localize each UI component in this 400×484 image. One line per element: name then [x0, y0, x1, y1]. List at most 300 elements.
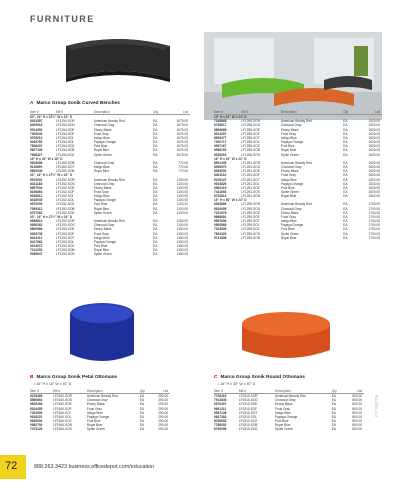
qty-cell: EA — [139, 427, 145, 432]
qty-cell: EA — [153, 131, 158, 136]
item-number-cell: 7345668 — [214, 119, 227, 124]
mfr-number-cell: LF1252-SOZ — [55, 202, 75, 207]
description-cell: Indigo Blue — [93, 235, 110, 240]
description-cell: Indigo Blue — [93, 194, 110, 199]
section-a-title: Marco Group Sonik Curved Benches — [36, 101, 120, 106]
qty-cell: EA — [331, 406, 337, 411]
col-qty: Qty — [140, 389, 151, 394]
mfr-number-cell: LF1253-SOB — [55, 248, 75, 253]
qty-cell: EA — [153, 123, 158, 128]
item-number-cell: 9997167 — [214, 144, 227, 149]
col-item: Item # — [30, 110, 56, 115]
qty-cell: EA — [139, 398, 145, 403]
description-cell: Pool Blue — [280, 227, 295, 232]
qty-cell: EA — [139, 419, 145, 424]
mfr-number-cell: LF1259-SOG — [241, 206, 261, 211]
item-number-cell: 6409518 — [30, 123, 43, 128]
description-cell: Pool Blue — [280, 144, 295, 149]
item-number-cell: 9600040 — [30, 169, 43, 174]
mfr-number-cell: LF1253-SOZ — [55, 244, 75, 248]
list-price-cell: 1520.00 — [368, 185, 380, 190]
list-price-cell: 1150.00 — [176, 227, 188, 232]
item-number-cell: 9970497 — [214, 402, 227, 407]
col-mfr: Mfr.# — [239, 389, 275, 394]
description-cell: Pool Blue — [86, 419, 101, 424]
mfr-number-cell: LF1255-SOF — [241, 131, 260, 136]
mfr-number-cell: LF1251-SOG — [241, 165, 261, 170]
description-cell: Papaya Orange — [280, 223, 304, 228]
list-price-cell: 1520.00 — [368, 189, 380, 194]
item-number-cell: 6026016 — [214, 152, 227, 157]
section-b-title: Marco Group Sonik Petal Ottomans — [36, 375, 118, 380]
mfr-number-cell: LF1510-SOT — [238, 410, 258, 415]
item-number-cell: 5826168 — [30, 402, 43, 407]
qty-cell: EA — [343, 165, 348, 170]
item-number-cell: 9923826 — [214, 181, 227, 186]
mfr-number-cell: LF1540-SOE — [53, 402, 72, 407]
item-number-cell: 9741856 — [214, 235, 227, 240]
mfr-number-cell: LF1260-SOB — [55, 160, 75, 165]
list-price-cell: 1700.00 — [368, 202, 380, 207]
item-number-cell: 8591435 — [214, 160, 227, 165]
description-cell: American Beauty Red — [280, 160, 312, 165]
description-cell: Frost Gray — [93, 189, 109, 194]
size-subheading-text: 16" H x 51" W x 24" D — [214, 115, 247, 120]
item-number-cell: 6024455 — [30, 406, 43, 411]
mfr-number-cell: LF1251-SOS — [241, 189, 260, 194]
qty-cell: EA — [343, 173, 348, 178]
size-subheading-text: 16" H x 42" W x 18" D — [30, 156, 63, 161]
section-a-right-table — [214, 110, 382, 240]
item-number-cell: 6706098 — [214, 427, 227, 432]
list-price-cell: 1520.00 — [368, 160, 380, 165]
page-number: 72 — [5, 460, 18, 472]
list-price-cell: 1675.00 — [176, 119, 188, 124]
item-number-cell: 9691211 — [214, 406, 227, 411]
description-cell: Royal Blue — [280, 194, 297, 199]
qty-cell: EA — [153, 185, 158, 190]
mfr-number-cell: LF1255-SOZ — [241, 144, 260, 149]
qty-cell: EA — [153, 148, 158, 153]
description-cell: Ebony Black — [93, 185, 112, 190]
description-cell: Indigo Blue — [280, 219, 297, 224]
description-cell: Sprite Green — [93, 210, 112, 215]
mfr-number-cell: LF1253-SOF — [55, 231, 75, 236]
description-cell: Ebony Black — [280, 210, 299, 215]
list-price-cell: 290.00 — [158, 427, 168, 432]
size-subheading-text: 30", 16" H x 27½" W x 24" D — [30, 173, 73, 178]
description-cell: Ebony Black — [86, 402, 105, 407]
mfr-number-cell: LF1259-SOT — [241, 219, 260, 224]
qty-cell: EA — [343, 119, 348, 124]
list-price-cell: 800.00 — [352, 406, 362, 411]
description-cell: Charcoal Gray — [93, 123, 115, 128]
list-price-cell: 770.00 — [178, 165, 188, 170]
mfr-number-cell: LF1252-SOI — [55, 194, 74, 199]
qty-cell: EA — [343, 177, 348, 182]
qty-cell: EA — [343, 189, 348, 194]
description-cell: Frost Gray — [86, 406, 102, 411]
qty-cell: EA — [153, 135, 158, 140]
qty-cell: EA — [343, 152, 348, 157]
mfr-number-cell: LF1259-SOL — [241, 223, 260, 228]
mfr-number-cell: LF1540-SOB — [53, 423, 72, 428]
qty-cell: EA — [139, 410, 145, 415]
qty-cell: EA — [153, 244, 158, 248]
description-cell: Papaya Orange — [93, 198, 117, 203]
item-number-cell: 7300717 — [214, 140, 227, 145]
col-list: List — [356, 110, 382, 115]
item-number-cell: 9866681 — [214, 214, 227, 219]
qty-cell: EA — [343, 140, 348, 145]
item-number-cell: 6736617 — [214, 123, 227, 128]
mfr-number-cell: LF1255-SOG — [241, 123, 261, 128]
description-cell: Royal Blue — [93, 206, 110, 211]
item-number-cell: 7836437 — [30, 144, 43, 149]
item-number-cell: 9847383 — [214, 414, 227, 419]
mfr-number-cell: LF1253-SOG — [55, 223, 75, 228]
description-cell: Papaya Orange — [93, 140, 117, 145]
description-cell: Charcoal Gray — [93, 181, 115, 186]
item-number-cell: 6447662 — [30, 239, 43, 244]
mfr-number-cell: LF1254-SOI — [55, 135, 74, 140]
qty-cell: EA — [331, 419, 337, 424]
mfr-number-cell: LF1540-SOG — [53, 398, 73, 403]
description-cell: Indigo Blue — [280, 177, 297, 182]
item-number-cell: 9997608 — [214, 219, 227, 224]
mfr-number-cell: LF1259-SOF — [241, 214, 260, 219]
mfr-number-cell: LF1510-SOR — [238, 394, 258, 399]
qty-cell: EA — [139, 423, 145, 428]
list-price-cell: 290.00 — [158, 402, 168, 407]
description-cell: Royal Blue — [93, 248, 110, 253]
mfr-number-cell: LF1252-SOG — [55, 181, 75, 186]
col-qty: Qty — [153, 110, 166, 115]
list-price-cell: 1675.00 — [176, 131, 188, 136]
item-number-cell: 9963419 — [214, 185, 227, 190]
mfr-number-cell: LF1254-SOF — [55, 131, 75, 136]
list-price-cell: 1520.00 — [368, 135, 380, 140]
mfr-number-cell: LF1510-SOS — [238, 427, 258, 432]
list-price-cell: 800.00 — [352, 402, 362, 407]
qty-cell: EA — [331, 402, 337, 407]
list-price-cell: 1675.00 — [176, 135, 188, 140]
description-cell: Pool Blue — [274, 419, 289, 424]
list-price-cell: 1100.00 — [176, 206, 188, 211]
mfr-number-cell: LF1254-SOL — [55, 140, 75, 145]
list-price-cell: 1700.00 — [368, 235, 380, 240]
mfr-number-cell: LF1540-SOI — [53, 410, 71, 415]
qty-cell: EA — [343, 210, 348, 215]
qty-cell: EA — [153, 227, 158, 232]
description-cell: Pool Blue — [93, 144, 108, 149]
list-price-cell: 1675.00 — [176, 140, 188, 145]
description-cell: American Beauty Red — [280, 202, 312, 207]
list-price-cell: 800.00 — [352, 427, 362, 432]
list-price-cell: 800.00 — [352, 410, 362, 415]
item-number-cell: 6083000 — [214, 169, 227, 174]
list-price-cell: 1520.00 — [368, 194, 380, 199]
mfr-number-cell: LF1254-SOZ — [55, 144, 75, 149]
qty-cell: EA — [153, 169, 158, 174]
list-price-cell: 1520.00 — [368, 140, 380, 145]
list-price-cell: 1700.00 — [368, 214, 380, 219]
col-list: List — [166, 110, 190, 115]
curved-bench-black-image — [58, 32, 178, 92]
description-cell: American Beauty Red — [86, 394, 118, 399]
item-number-cell: 9898810 — [30, 219, 43, 224]
mfr-number-cell: LF1253-SOT — [55, 235, 75, 240]
description-cell: Indigo Blue — [280, 135, 297, 140]
table-row — [30, 252, 190, 256]
mfr-number-cell: LF1253-SOS — [55, 252, 75, 257]
qty-cell: EA — [153, 152, 158, 157]
qty-cell: EA — [139, 414, 145, 419]
qty-cell: EA — [343, 223, 348, 228]
item-number-cell: 9449780 — [30, 140, 43, 145]
item-number-cell: 9365736 — [30, 231, 43, 236]
qty-cell: EA — [153, 202, 158, 207]
table-row — [214, 236, 382, 240]
item-number-cell: 8938970 — [214, 165, 227, 170]
qty-cell: EA — [153, 219, 158, 224]
list-price-cell: 290.00 — [158, 410, 168, 415]
item-number-cell: 6557146 — [214, 410, 227, 415]
qty-cell: EA — [343, 235, 348, 240]
item-number-cell: 7281909 — [30, 410, 43, 415]
mfr-number-cell: LF1255-SOS — [241, 152, 260, 157]
description-cell: Sprite Green — [86, 427, 105, 432]
list-price-cell: 1520.00 — [368, 123, 380, 128]
item-number-cell: 7231978 — [214, 210, 227, 215]
list-price-cell: 290.00 — [158, 406, 168, 411]
qty-cell: EA — [331, 414, 337, 419]
list-price-cell: 290.00 — [158, 414, 168, 419]
list-price-cell: 1675.00 — [176, 148, 188, 153]
mfr-number-cell: LF1510-SOL — [238, 414, 258, 419]
mfr-number-cell: LF1251-SOZ — [241, 185, 260, 190]
col-item: Item # — [214, 389, 239, 394]
qty-cell: EA — [343, 194, 348, 199]
description-cell: Frost Gray — [274, 406, 290, 411]
description-cell: Ebony Black — [93, 227, 112, 232]
col-item: Item # — [214, 110, 241, 115]
qty-cell: EA — [343, 206, 348, 211]
section-a-right-table-wrap — [214, 110, 382, 240]
size-subheading-text: 30", 16" H x 27½" W x 24" D — [30, 214, 73, 219]
description-cell: Frost Gray — [93, 131, 109, 136]
list-price-cell: 770.00 — [178, 160, 188, 165]
description-cell: Papaya Orange — [274, 414, 298, 419]
mfr-number-cell: LF1252-SOL — [55, 198, 75, 203]
description-cell: Papaya Orange — [93, 239, 117, 244]
description-cell: American Beauty Red — [93, 219, 125, 224]
description-cell: Ebony Black — [274, 402, 293, 407]
qty-cell: EA — [343, 123, 348, 128]
mfr-number-cell: LF1253-SOL — [55, 239, 75, 244]
list-price-cell: 1520.00 — [368, 165, 380, 170]
item-number-cell: 8343412 — [30, 235, 43, 240]
section-c-caption — [214, 375, 305, 380]
item-number-cell: 8341188 — [30, 181, 43, 186]
section-a-letter: A — [30, 101, 34, 106]
list-price-cell: 1150.00 — [176, 219, 188, 224]
item-number-cell: 9116699 — [30, 165, 43, 170]
description-cell: Frost Gray — [93, 231, 109, 236]
description-cell: Papaya Orange — [86, 414, 110, 419]
qty-cell: EA — [343, 131, 348, 136]
qty-cell: EA — [153, 235, 158, 240]
qty-cell: EA — [153, 177, 158, 182]
mfr-number-cell: LF1253-SOE — [55, 227, 75, 232]
list-price-cell: 1700.00 — [368, 231, 380, 236]
qty-cell: EA — [153, 231, 158, 236]
list-price-cell: 1150.00 — [176, 244, 188, 248]
list-price-cell: 1675.00 — [176, 123, 188, 128]
col-mfr: Mfr.# — [53, 389, 87, 394]
description-cell: American Beauty Red — [93, 177, 125, 182]
col-list: List — [344, 389, 364, 394]
table-row — [30, 427, 170, 431]
description-cell: Royal Blue — [280, 235, 297, 240]
qty-cell: EA — [343, 160, 348, 165]
qty-cell: EA — [343, 135, 348, 140]
section-a-caption — [30, 101, 120, 106]
mfr-number-cell: LF1510-SOF — [238, 406, 258, 411]
description-cell: Charcoal Gray — [280, 123, 302, 128]
item-number-cell: 9836594 — [30, 419, 43, 424]
col-mfr: Mfr.# — [56, 110, 94, 115]
mfr-number-cell: LF1252-SOR — [55, 177, 75, 182]
size-subheading-text: 16" H x 51" W x 24" D — [214, 156, 247, 161]
section-c-table-wrap — [214, 389, 364, 432]
footer-contact: 888.263.3423 business.officedepot.com/education — [34, 464, 155, 470]
qty-cell: EA — [153, 119, 158, 124]
qty-cell: EA — [153, 181, 158, 186]
list-price-cell: 1520.00 — [368, 127, 380, 132]
description-cell: Papaya Orange — [280, 181, 304, 186]
col-description: Description — [87, 389, 140, 394]
item-number-cell: 9218485 — [30, 394, 43, 399]
description-cell: Ebony Black — [93, 127, 112, 132]
mfr-number-cell: LF1259-SOE — [241, 210, 260, 215]
item-number-cell: 8908477 — [214, 135, 227, 140]
list-price-cell: 1100.00 — [176, 202, 188, 207]
description-cell: Sprite Green — [280, 189, 299, 194]
item-number-cell: 7822325 — [214, 231, 227, 236]
mfr-number-cell: LF1255-SOR — [241, 119, 261, 124]
qty-cell: EA — [331, 394, 337, 399]
list-price-cell: 1675.00 — [176, 152, 188, 157]
page-title: FURNITURE — [30, 14, 95, 24]
list-price-cell: 1520.00 — [368, 152, 380, 157]
qty-cell: EA — [153, 127, 158, 132]
item-number-cell: 8657004 — [30, 185, 43, 190]
size-subheading-text: 16" H x 60" W x 24" D — [214, 198, 247, 203]
item-number-cell: 7479129 — [30, 427, 43, 432]
mfr-number-cell: LF1510-SOG — [238, 398, 258, 403]
mfr-number-cell: LF1259-SOS — [241, 231, 260, 236]
item-number-cell: 9827106 — [30, 148, 43, 153]
office-benches-photo — [204, 32, 382, 120]
qty-cell: EA — [153, 144, 158, 149]
qty-cell: EA — [343, 148, 348, 153]
qty-cell: EA — [343, 219, 348, 224]
qty-cell: EA — [343, 227, 348, 232]
mfr-number-cell: LF1540-SOL — [53, 414, 72, 419]
mfr-number-cell: LF1259-SOZ — [241, 227, 260, 232]
mfr-number-cell: LF1510-SOB — [238, 423, 258, 428]
list-price-cell: 800.00 — [352, 419, 362, 424]
list-price-cell: 800.00 — [352, 394, 362, 399]
mfr-number-cell: LF1259-SOB — [241, 235, 260, 240]
mfr-number-cell: LF1251-SOE — [241, 169, 260, 174]
item-number-cell: 9815656 — [30, 160, 43, 165]
item-number-cell: 8780653 — [214, 419, 227, 424]
list-price-cell: 1700.00 — [368, 223, 380, 228]
description-cell: Frost Gray — [280, 173, 296, 178]
qty-cell: EA — [153, 239, 158, 244]
description-cell: Charcoal Gray — [280, 206, 302, 211]
list-price-cell: 1520.00 — [368, 177, 380, 182]
item-number-cell: 9705212 — [30, 135, 43, 140]
list-price-cell: 1150.00 — [176, 239, 188, 244]
item-number-cell: 6734813 — [214, 194, 227, 199]
description-cell: Charcoal Gray — [93, 160, 115, 165]
mfr-number-cell: LF1251-SOL — [241, 181, 260, 186]
mfr-number-cell: LF1251-SOR — [241, 160, 261, 165]
section-b-letter: B — [30, 375, 34, 380]
item-number-cell: 9559153 — [214, 148, 227, 153]
description-cell: American Beauty Red — [93, 119, 125, 124]
col-qty: Qty — [332, 389, 344, 394]
qty-cell: EA — [139, 406, 145, 411]
list-price-cell: 290.00 — [158, 398, 168, 403]
description-cell: Indigo Blue — [86, 410, 103, 415]
list-price-cell: 1700.00 — [368, 219, 380, 224]
item-number-cell: 6451587 — [30, 119, 43, 124]
description-cell: Royal Blue — [86, 423, 103, 428]
qty-cell: EA — [343, 185, 348, 190]
list-price-cell: 1520.00 — [368, 119, 380, 124]
item-number-cell: 8418039 — [30, 198, 43, 203]
list-price-cell: 800.00 — [352, 423, 362, 428]
item-number-cell: 6899668 — [214, 127, 227, 132]
col-mfr: Mfr.# — [241, 110, 281, 115]
description-cell: Frost Gray — [280, 131, 296, 136]
qty-cell: EA — [153, 160, 158, 165]
description-cell: Pool Blue — [280, 185, 295, 190]
item-number-cell: 7023809 — [214, 227, 227, 232]
mfr-number-cell: LF1254-SOG — [55, 123, 75, 128]
description-cell: Frost Gray — [280, 214, 296, 219]
list-price-cell: 1100.00 — [176, 198, 188, 203]
list-price-cell: 1100.00 — [176, 194, 188, 199]
section-c-letter: C — [214, 375, 218, 380]
petal-ottoman-blue-image — [62, 298, 142, 370]
description-cell: Charcoal Gray — [86, 398, 108, 403]
list-price-cell: 290.00 — [158, 419, 168, 424]
section-b-caption — [30, 375, 117, 380]
list-price-cell: 770.00 — [178, 169, 188, 174]
mfr-number-cell: LF1254-SOZ — [55, 152, 75, 157]
section-b-table-wrap — [30, 389, 170, 432]
item-number-cell: 9914297 — [214, 131, 227, 136]
mfr-number-cell: LF1255-SOB — [241, 148, 260, 153]
mfr-number-cell: LF1251-SOB — [241, 194, 260, 199]
section-c-dims: • 16" H x 30" W x 30" D — [218, 382, 256, 386]
description-cell: Pool Blue — [93, 202, 108, 207]
